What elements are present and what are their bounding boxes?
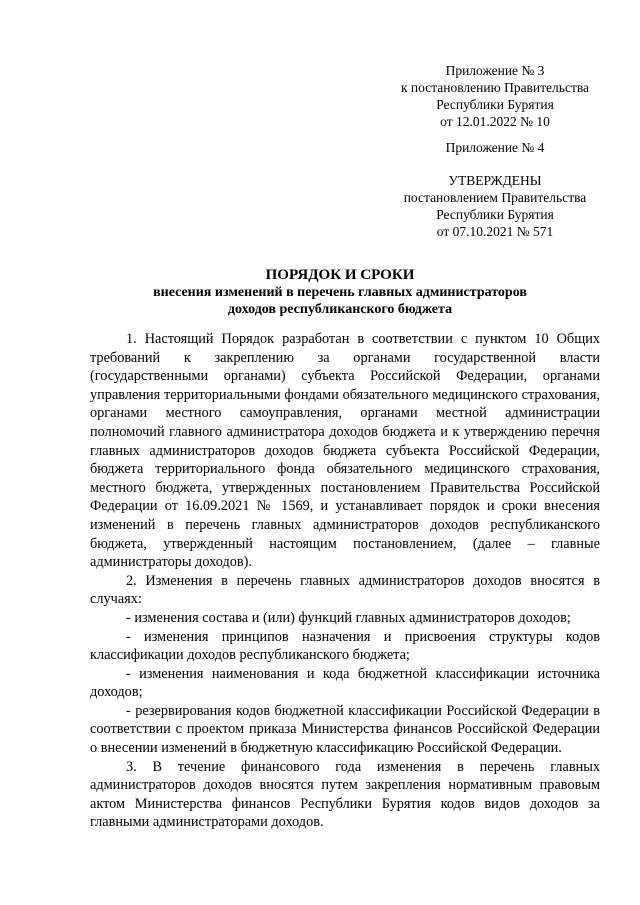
appendix-4-header: [380, 139, 610, 156]
approved-republic: Республики Бурятия: [436, 207, 554, 222]
title-subtitle-line-2: доходов республиканского бюджета: [227, 302, 453, 317]
title-subtitle-line-1: внесения изменений в перечень главных администраторов: [153, 285, 527, 300]
document-body: [90, 330, 600, 832]
approved-header: [380, 172, 610, 240]
appendix-4-number: Приложение № 4: [445, 140, 545, 155]
appendix-3-number: Приложение № 3: [445, 63, 545, 78]
approved-date: от 07.10.2021 № 571: [436, 224, 554, 239]
list-item-4: - резервирования кодов бюджетной классификации Российской Федерации в соответствии с проектом приказа Министерства финансов Российской Федерации о внесении изменений в бюджетную классификацию Российской Федерации.: [90, 702, 600, 757]
appendix-3-republic: Республики Бурятия: [436, 97, 554, 112]
list-item-2: - изменения принципов назначения и присвоения структуры кодов классификации доходов республиканского бюджета;: [90, 628, 600, 664]
appendix-3-header: [380, 62, 610, 130]
approved-label: УТВЕРЖДЕНЫ: [448, 173, 542, 188]
title-main: ПОРЯДОК И СРОКИ: [265, 267, 415, 283]
list-item-3: - изменения наименования и кода бюджетной классификации источника доходов;: [90, 665, 600, 701]
document-title: [90, 266, 590, 318]
paragraph-1: 1. Настоящий Порядок разработан в соответствии с пунктом 10 Общих требований к закреплению за органами государственной власти (государственными органами) субъекта Российской Федерации, органами управления территориальными фондами обязательного медицинского страхования, органами местного самоуправления, органами местной администрации полномочий главного администратора доходов бюджета и к утверждению перечня главных администраторов доходов бюджета субъекта Российской Федерации, бюджета территориального фонда обязательного медицинского страхования, местного бюджета, утвержденных постановлением Правительства Российской Федерации от 16.09.2021 № 1569, и устанавливает порядок и сроки внесения изменений в перечень главных администраторов доходов республиканского бюджета, утвержденный настоящим постановлением, (далее – главные администраторы доходов).: [90, 331, 600, 571]
paragraph-3: 3. В течение финансового года изменения в перечень главных администраторов доходов вносятся путем закрепления нормативным правовым актом Министерства финансов Республики Бурятия кодов видов доходов за главными администраторами доходов.: [90, 758, 600, 831]
approved-resolution: постановлением Правительства: [403, 190, 587, 205]
list-item-1: - изменения состава и (или) функций главных администраторов доходов;: [126, 609, 571, 626]
paragraph-2: 2. Изменения в перечень главных администраторов доходов вносятся в случаях:: [90, 572, 600, 608]
appendix-3-resolution: к постановлению Правительства: [400, 80, 590, 95]
appendix-3-date: от 12.01.2022 № 10: [440, 114, 550, 129]
